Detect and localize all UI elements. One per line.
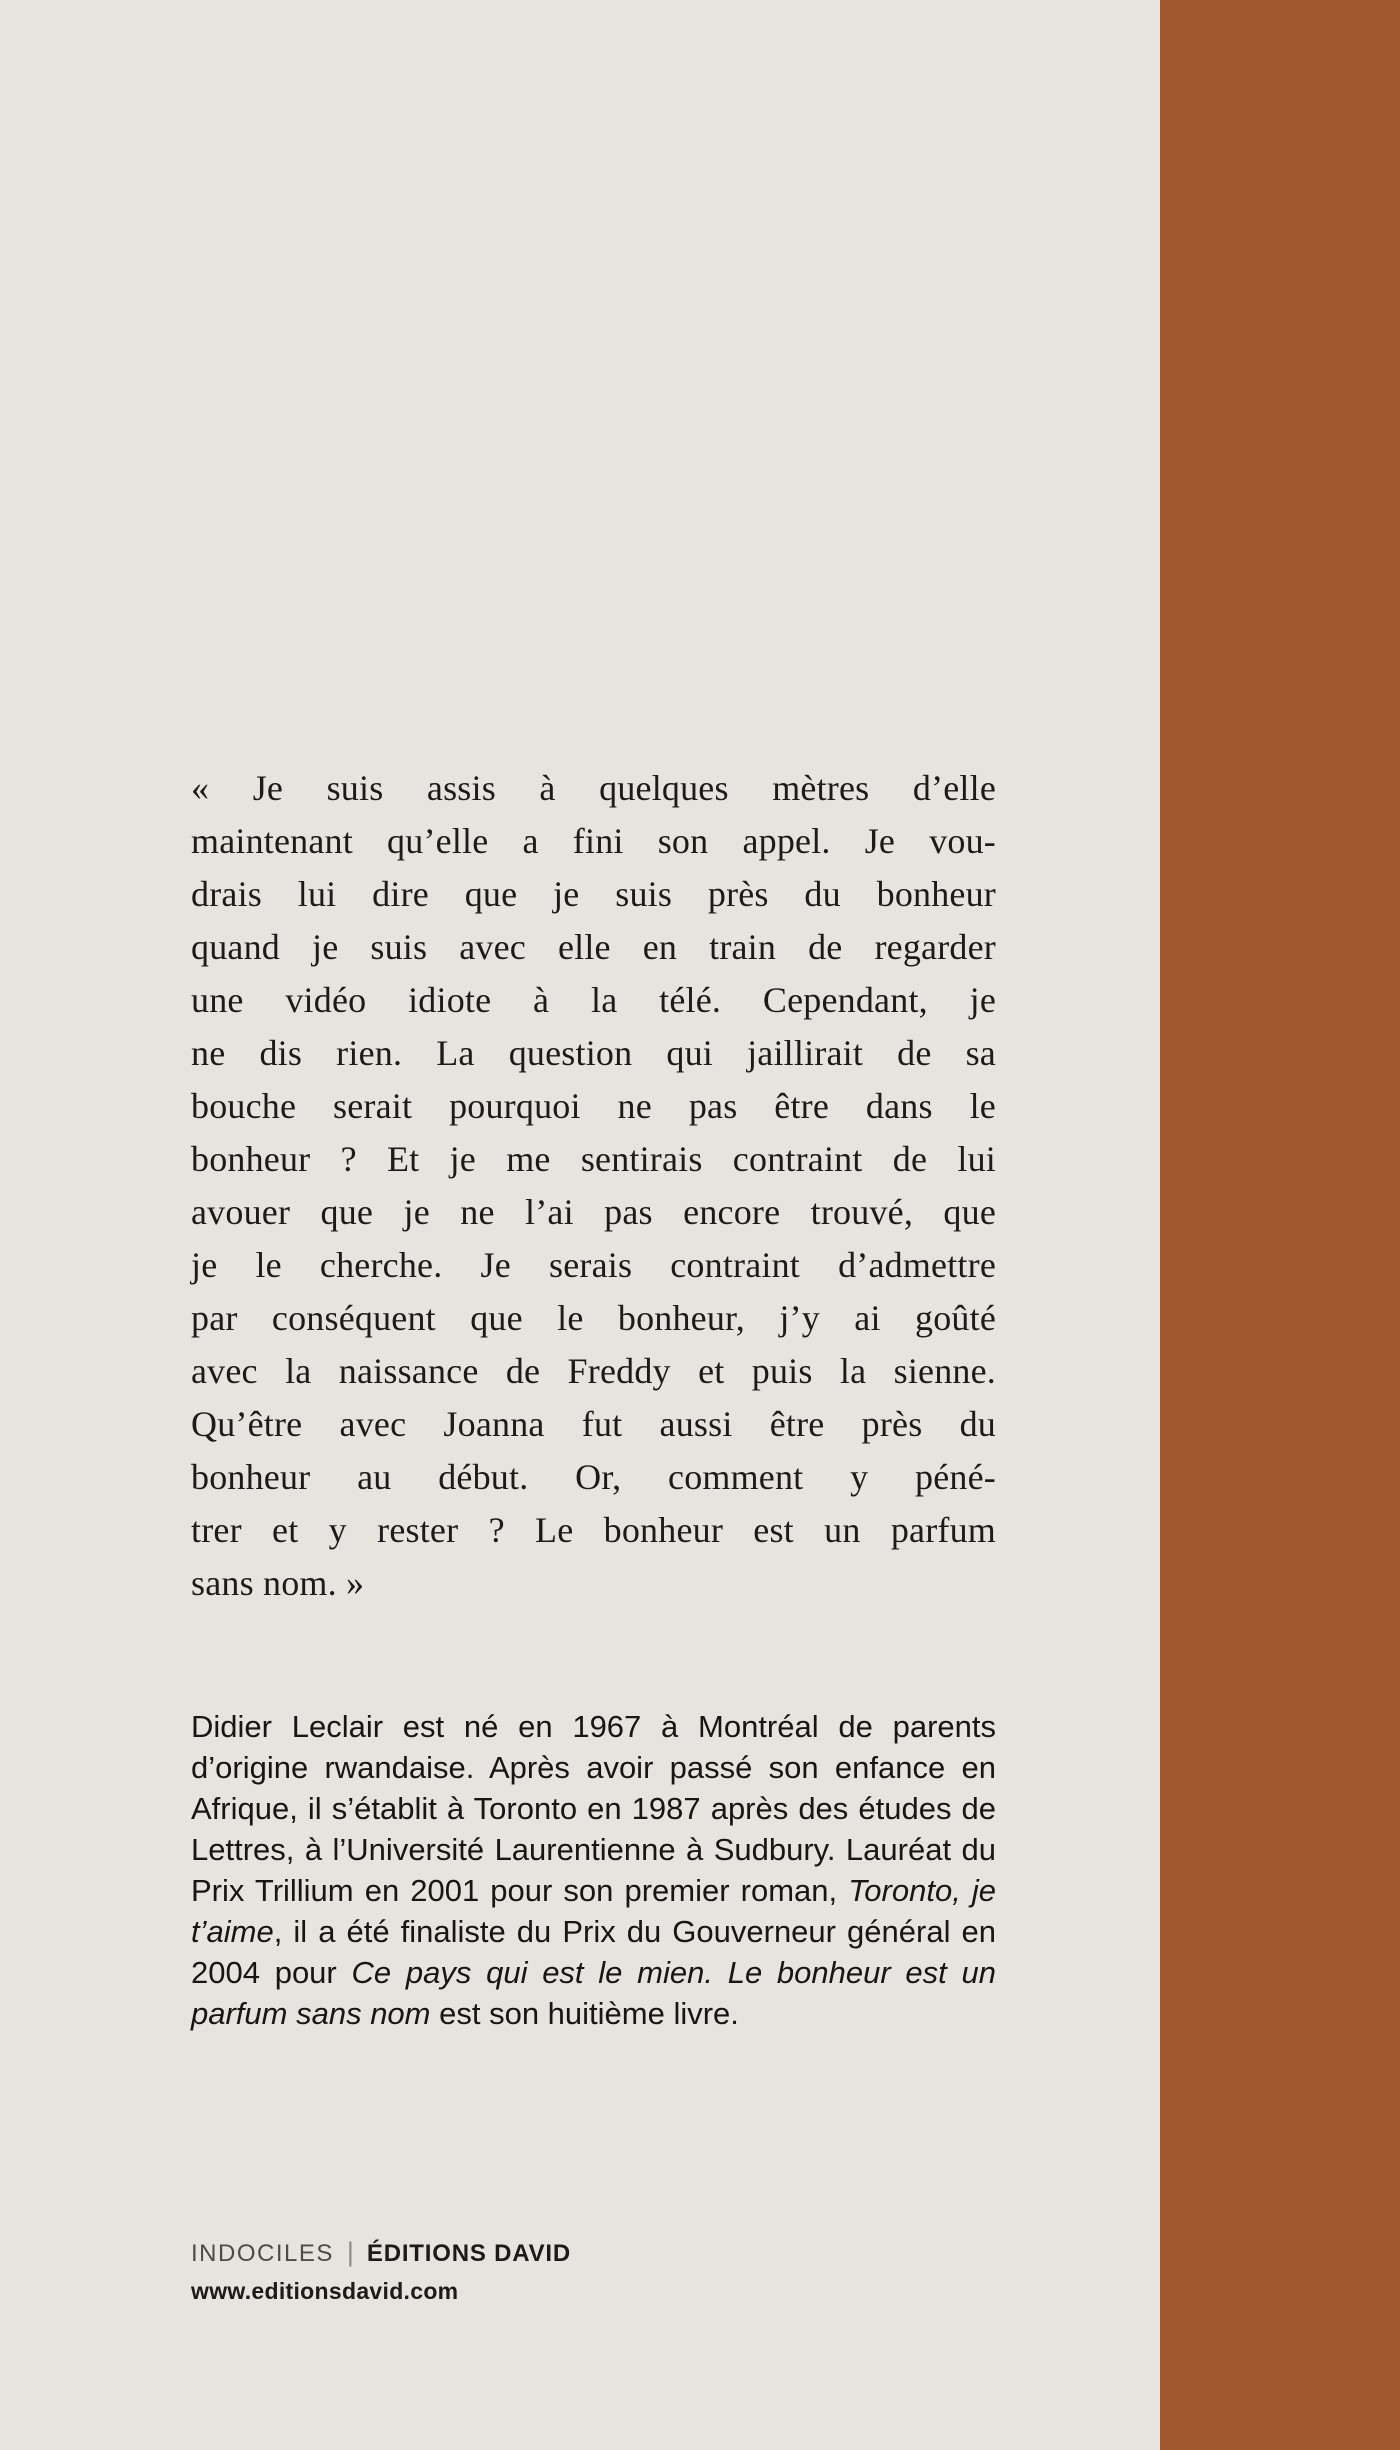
quote-line: avec la naissance de Freddy et puis la sienne. [191,1351,996,1391]
bio-text-segment: est son huitième livre. [430,1996,739,2031]
excerpt-quote [191,762,996,1610]
author-bio [191,1706,996,2034]
quote-line: maintenant qu’elle a fini son appel. Je vou- [191,821,996,861]
book-title-toronto: Toronto, je t’aime [191,1873,997,1949]
quote-line: par conséquent que le bonheur, j’y ai goûté [191,1298,996,1338]
quote-line: Qu’être avec Joanna fut aussi être près du [191,1404,996,1444]
quote-line: bonheur ? Et je me sentirais contraint de lui [191,1139,996,1179]
quote-line: je le cherche. Je serais contraint d’admettre [191,1245,996,1285]
publisher-website: www.editionsdavid.com [191,2278,459,2304]
bio-text-segment: , il a été finaliste du Prix du Gouverneur général en 2004 pour [191,1914,996,1990]
separator-bar: | [346,2237,354,2267]
quote-line: bouche serait pourquoi ne pas être dans le [191,1086,996,1126]
publisher-line [191,2238,571,2269]
quote-line: ne dis rien. La question qui jaillirait de sa [191,1033,996,1073]
quote-line: sans nom. » [191,1563,365,1603]
bio-text-segment: Didier Leclair est né en 1967 à Montréal de parents d’origine rwandaise. Après avoir passé son enfance en Afrique, il s’établit à Toronto en 1987 après des études de Lettres, à l’Université Laurentienne à Sudbury. Lauréat du Prix Trillium en 2001 pour son premier roman, [191,1709,996,1908]
publisher-name: ÉDITIONS DAVID [366,2239,571,2267]
quote-line: trer et y rester ? Le bonheur est un parfum [191,1510,996,1550]
book-title-ce-pays-et-le-bonheur: Ce pays qui est le mien. Le bonheur est un parfum sans nom [191,1955,997,2031]
quote-line: « Je suis assis à quelques mètres d’elle [191,768,996,808]
quote-line: une vidéo idiote à la télé. Cependant, je [191,980,996,1020]
quote-line: quand je suis avec elle en train de regarder [191,927,996,967]
collection-name: INDOCILES [191,2239,334,2267]
spine-stripe [1160,0,1400,2450]
quote-line: drais lui dire que je suis près du bonheur [191,874,996,914]
quote-line: bonheur au début. Or, comment y péné- [191,1457,996,1497]
quote-line: avouer que je ne l’ai pas encore trouvé, que [191,1192,996,1232]
